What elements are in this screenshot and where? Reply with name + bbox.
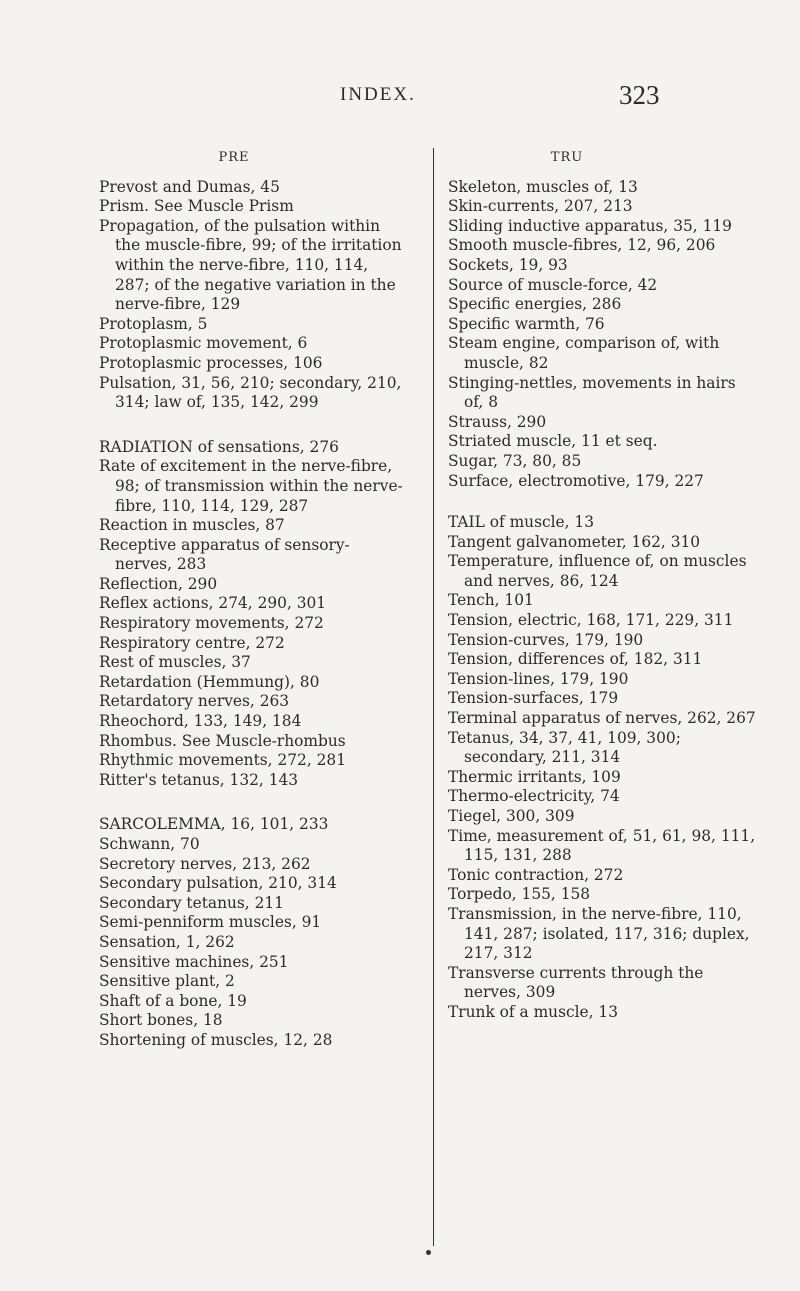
index-entry: Reflex actions, 274, 290, 301 (99, 594, 327, 613)
index-entry: Trunk of a muscle, 13 (448, 1002, 619, 1021)
guide-word-right: TRU (550, 150, 584, 165)
index-entry: Pulsation, 31, 56, 210; secondary, 210, 314; law of, 135, 142, 299 (99, 373, 402, 412)
index-entry: Tension, differences of, 182, 311 (448, 650, 703, 669)
index-entry: Protoplasmic movement, 6 (99, 334, 308, 353)
index-entry: Ritter's tetanus, 132, 143 (99, 770, 299, 789)
index-entry: Secondary tetanus, 211 (99, 893, 284, 912)
index-entry: Semi-penniform muscles, 91 (99, 913, 322, 932)
index-entry: Specific warmth, 76 (448, 314, 605, 333)
index-entry: Protoplasm, 5 (99, 314, 208, 333)
index-entry: Sugar, 73, 80, 85 (448, 451, 582, 470)
index-entry: Stinging-nettles, movements in hairs of, 8 (448, 373, 736, 412)
column-divider (433, 148, 434, 1246)
index-entry: Thermo-electricity, 74 (448, 787, 620, 806)
index-entry: Shortening of muscles, 12, 28 (99, 1030, 333, 1049)
index-entry: Transmission, in the nerve-fibre, 110, 141, 287; isolated, 117, 316; duplex, 217, 312 (448, 904, 750, 963)
index-entry: Tangent galvanometer, 162, 310 (448, 532, 701, 551)
index-entry: Rate of excitement in the nerve-fibre, 98; of transmission within the nerve-fibre, 110, 114, 129, 287 (99, 457, 403, 515)
page-header (0, 82, 800, 122)
index-entry: Tension-curves, 179, 190 (448, 630, 644, 649)
index-entry: Temperature, influence of, on muscles and nerves, 86, 124 (448, 552, 747, 590)
index-entry: Sliding inductive apparatus, 35, 119 (448, 216, 732, 235)
index-entry: Reflection, 290 (99, 574, 218, 593)
index-entry: Schwann, 70 (99, 835, 200, 853)
index-entry: Short bones, 18 (99, 1011, 223, 1030)
index-entry: Rest of muscles, 37 (99, 653, 251, 672)
index-entry: Tonic contraction, 272 (448, 865, 624, 884)
index-entry: Secretory nerves, 213, 262 (99, 854, 311, 873)
running-title: INDEX. (340, 84, 416, 105)
index-entry: Respiratory movements, 272 (99, 614, 324, 633)
index-entry: Strauss, 290 (448, 412, 547, 431)
index-entry: Rhombus. See Muscle-rhombus (99, 731, 346, 750)
printer-mark (426, 1250, 431, 1255)
index-entry: Reaction in muscles, 87 (99, 516, 285, 535)
index-entry: Sockets, 19, 93 (448, 255, 568, 274)
index-entry: Retardatory nerves, 263 (99, 692, 290, 711)
index-entry: Propagation, of the pulsation within the muscle-fibre, 99; of the irritation within the nerve-fibre, 110, 114, 287; of the negative variation in the nerve-fibre, 129 (99, 216, 402, 314)
guide-word-left: PRE (218, 150, 250, 165)
index-entry: Tension-surfaces, 179 (448, 689, 619, 708)
index-entry: Steam engine, comparison of, with muscle, 82 (448, 334, 720, 372)
index-entry: Respiratory centre, 272 (99, 633, 285, 652)
index-entry: RADIATION of sensations, 276 (99, 437, 339, 456)
index-entry: Tension, electric, 168, 171, 229, 311 (448, 611, 734, 630)
index-entry: Tench, 101 (448, 591, 534, 610)
index-entry: Specific energies, 286 (448, 295, 622, 314)
index-entry: Skeleton, muscles of, 13 (448, 177, 638, 196)
index-column-left (99, 148, 404, 1051)
index-entry: Shaft of a bone, 19 (99, 991, 247, 1010)
index-entry: SARCOLEMMA, 16, 101, 233 (99, 815, 329, 834)
index-column-right (448, 148, 756, 1023)
index-entry: Tension-lines, 179, 190 (448, 669, 629, 688)
index-entry: Surface, electromotive, 179, 227 (448, 471, 704, 490)
page-number: 323 (619, 80, 660, 110)
index-entry: Tetanus, 34, 37, 41, 109, 300; secondary, 211, 314 (448, 728, 681, 767)
index-entry: Sensation, 1, 262 (99, 932, 235, 951)
index-entry: Thermic irritants, 109 (448, 767, 621, 786)
index-entry: Sensitive plant, 2 (99, 972, 235, 991)
index-entry: Receptive apparatus of sensory-nerves, 283 (99, 535, 350, 574)
index-entry: TAIL of muscle, 13 (448, 513, 595, 532)
index-entry: Sensitive machines, 251 (99, 952, 289, 971)
index-entry: Rhythmic movements, 272, 281 (99, 751, 347, 770)
index-entry: Terminal apparatus of nerves, 262, 267 (448, 709, 756, 728)
index-entry: Retardation (Hemmung), 80 (99, 672, 320, 691)
index-entry: Secondary pulsation, 210, 314 (99, 874, 337, 893)
index-entry: Source of muscle-force, 42 (448, 275, 658, 294)
index-entry: Smooth muscle-fibres, 12, 96, 206 (448, 236, 716, 255)
index-entry: Prevost and Dumas, 45 (99, 177, 280, 196)
index-entry: Striated muscle, 11 et seq. (448, 432, 658, 451)
index-entry: Time, measurement of, 51, 61, 98, 111, 115, 131, 288 (448, 826, 756, 865)
index-entry: Transverse currents through the nerves, 309 (448, 963, 704, 1002)
index-entry: Tiegel, 300, 309 (448, 807, 575, 825)
index-entry: Rheochord, 133, 149, 184 (99, 712, 302, 731)
index-entry: Torpedo, 155, 158 (448, 885, 591, 904)
index-entry: Protoplasmic processes, 106 (99, 353, 323, 372)
index-entry: Prism. See Muscle Prism (99, 197, 294, 216)
index-entry: Skin-currents, 207, 213 (448, 197, 633, 216)
